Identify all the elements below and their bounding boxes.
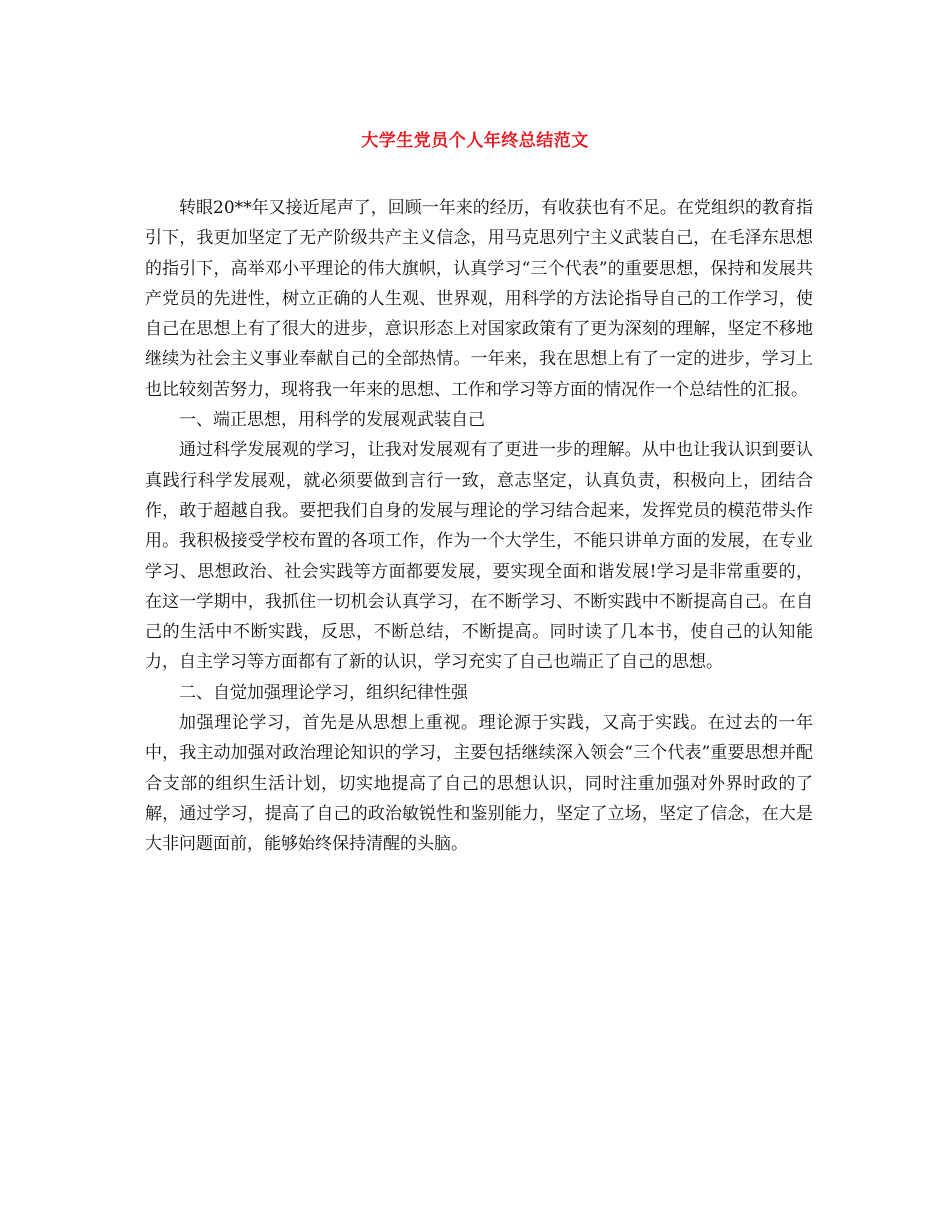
section-heading-2: 二、自觉加强理论学习，组织纪律性强 <box>179 682 468 703</box>
section-2-paragraph: 加强理论学习，首先是从思想上重视。理论源于实践，又高于实践。在过去的一年中，我主动加强对政治理论知识的学习，主要包括继续深入领会“三个代表”重要思想并配合支部的组织生活计划，切实地提高了自己的思想认识，同时注重加强对外界时政的了解，通过学习，提高了自己的政治敏锐性和鉴别能力，坚定了立场，坚定了信念，在大是大非问题面前，能够始终保持清醒的头脑。 <box>145 713 813 855</box>
document-title: 大学生党员个人年终总结范文 <box>361 131 589 151</box>
section-1-paragraph: 通过科学发展观的学习，让我对发展观有了更进一步的理解。从中也让我认识到要认真践行科学发展观，就必须要做到言行一致，意志坚定，认真负责，积极向上，团结合作，敢于超越自我。要把我们自身的发展与理论的学习结合起来，发挥党员的模范带头作用。我积极接受学校布置的各项工作，作为一个大学生，不能只讲单方面的发展，在专业学习、思想政治、社会实践等方面都要发展，要实现全面和谐发展!学习是非常重要的，在这一学期中，我抓住一切机会认真学习，在不断学习、不断实践中不断提高自己。在自己的生活中不断实践，反思，不断总结，不断提高。同时读了几本书，使自己的认知能力，自主学习等方面都有了新的认识，学习充实了自己也端正了自己的思想。 <box>145 440 813 673</box>
section-heading-1: 一、端正思想，用科学的发展观武装自己 <box>179 410 485 431</box>
document-body <box>145 193 813 860</box>
intro-paragraph: 转眼20**年又接近尾声了，回顾一年来的经历，有收获也有不足。在党组织的教育指引下，我更加坚定了无产阶级共产主义信念，用马克思列宁主义武装自己，在毛泽东思想的指引下，高举邓小平理论的伟大旗帜，认真学习“三个代表”的重要思想，保持和发展共产党员的先进性，树立正确的人生观、世界观，用科学的方法论指导自己的工作学习，使自己在思想上有了很大的进步，意识形态上对国家政策有了更为深刻的理解，坚定不移地继续为社会主义事业奉献自己的全部热情。一年来，我在思想上有了一定的进步，学习上也比较刻苦努力，现将我一年来的思想、工作和学习等方面的情况作一个总结性的汇报。 <box>145 198 813 400</box>
